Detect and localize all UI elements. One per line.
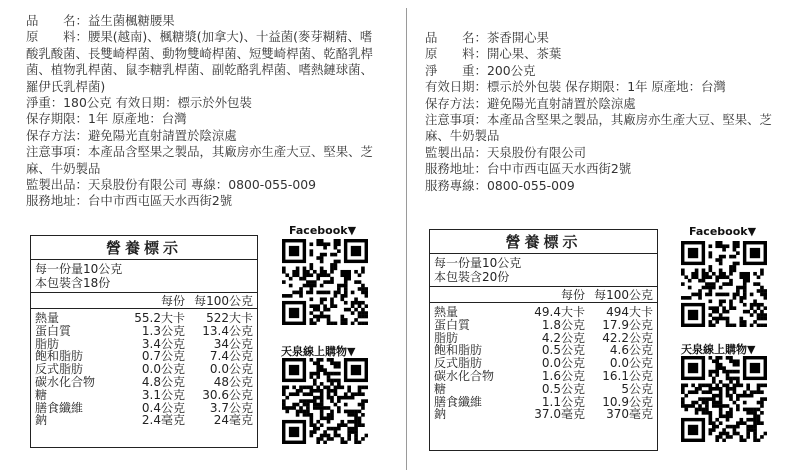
nutrition-header	[31, 292, 257, 309]
nutrition-rows	[430, 303, 657, 421]
info-line: 服務專線：0800-055-009	[425, 177, 575, 193]
nutrient-per-serving: 0.7公克	[141, 349, 185, 364]
nutrient-per-serving: 3.4公克	[141, 336, 185, 351]
nutrient-name: 糖	[434, 381, 447, 396]
info-line: 保存方法：避免陽光直射請置於陰涼處	[26, 127, 237, 143]
servings-per-package: 本包裝含18份	[35, 276, 111, 290]
info-line: 注意事項：本產品含堅果之製品，其廠房亦生產大豆、堅果、芝麻、牛奶製品	[425, 112, 772, 144]
facebook-qr-label: Facebook▼	[689, 225, 757, 238]
nutrition-row	[430, 408, 657, 421]
nutrition-row	[31, 389, 257, 402]
info-line: 原 料：開心果、茶葉	[425, 46, 562, 62]
nutrient-per-100g: 48公克	[213, 374, 253, 389]
nutrient-per-serving: 0.5公克	[541, 343, 585, 358]
col-per-100g: 每100公克	[594, 288, 653, 302]
nutrition-row	[31, 376, 257, 389]
nutrient-name: 熱量	[434, 305, 459, 319]
right-nutrition-table	[429, 229, 658, 451]
nutrient-per-100g: 494大卡	[606, 305, 653, 319]
nutrient-per-100g: 5公克	[621, 381, 653, 396]
nutrient-per-serving: 4.8公克	[141, 374, 185, 389]
info-line: 淨重：180公克 有效日期：標示於外包裝	[26, 95, 252, 111]
nutrition-row	[430, 383, 657, 396]
nutrition-row	[31, 414, 257, 427]
nutrient-per-100g: 4.6公克	[609, 343, 653, 358]
nutrient-per-100g: 370毫克	[606, 407, 653, 422]
panel-divider	[406, 8, 407, 470]
nutrient-per-100g: 522大卡	[206, 311, 253, 325]
nutrient-name: 碳水化合物	[35, 374, 96, 389]
nutrient-per-100g: 3.7公克	[209, 400, 253, 415]
info-line: 淨 重：200公克	[425, 62, 536, 78]
shop-qr-label: 天泉線上購物▼	[681, 343, 756, 356]
nutrient-name: 反式脂肪	[434, 356, 483, 371]
nutrient-per-100g: 0.0公克	[609, 356, 653, 371]
nutrient-per-serving: 1.8公克	[541, 317, 585, 332]
nutrient-name: 蛋白質	[434, 317, 471, 332]
info-line: 監製出品：天泉股份有限公司 專線：0800-055-009	[26, 177, 316, 193]
nutrition-rows	[31, 309, 257, 427]
nutrient-per-serving: 0.0公克	[541, 356, 585, 371]
nutrient-per-100g: 16.1公克	[602, 368, 653, 383]
info-line: 服務地址：台中市西屯區天水西街2號	[425, 161, 632, 177]
nutrient-per-serving: 0.0公克	[141, 362, 185, 377]
nutrition-row	[430, 370, 657, 383]
nutrient-name: 蛋白質	[35, 323, 72, 338]
nutrient-per-serving: 0.4公克	[141, 400, 185, 415]
nutrient-per-serving: 37.0毫克	[534, 407, 585, 422]
nutrition-title: 營養標示	[430, 230, 657, 254]
nutrient-name: 反式脂肪	[35, 362, 84, 377]
nutrient-per-serving: 1.1公克	[541, 394, 585, 409]
nutrient-per-100g: 24毫克	[213, 413, 253, 428]
nutrient-name: 膳食纖維	[35, 400, 84, 415]
nutrient-name: 熱量	[35, 311, 60, 325]
shop-qr-code[interactable]	[282, 358, 368, 444]
nutrient-per-serving: 4.2公克	[541, 330, 585, 345]
left-product-info	[26, 13, 378, 210]
col-per-serving: 每份	[560, 288, 585, 302]
info-line: 服務地址：台中市西屯區天水西街2號	[26, 193, 233, 209]
nutrition-title: 營養標示	[31, 236, 257, 260]
nutrient-per-100g: 17.9公克	[602, 317, 653, 332]
nutrition-header	[430, 286, 657, 303]
nutrient-per-serving: 2.4毫克	[141, 413, 185, 428]
left-nutrition-table	[30, 235, 258, 448]
info-line: 監製出品：天泉股份有限公司	[425, 144, 587, 160]
serving-size: 每一份量10公克	[434, 256, 522, 270]
info-line: 保存期限：1年 原產地：台灣	[26, 111, 187, 127]
right-product-info	[425, 30, 787, 194]
nutrient-per-100g: 10.9公克	[602, 394, 653, 409]
nutrient-per-serving: 0.5公克	[541, 381, 585, 396]
info-line: 注意事項：本產品含堅果之製品，其廠房亦生產大豆、堅果、芝麻、牛奶製品	[26, 144, 373, 176]
nutrient-name: 脂肪	[434, 330, 459, 345]
info-line: 保存方法：避免陽光直射請置於陰涼處	[425, 95, 636, 111]
nutrient-per-100g: 7.4公克	[209, 349, 253, 364]
nutrition-row	[31, 312, 257, 325]
serving-size: 每一份量10公克	[35, 262, 123, 276]
nutrient-per-100g: 13.4公克	[202, 323, 253, 338]
nutrient-per-serving: 1.3公克	[141, 323, 185, 338]
shop-qr-label: 天泉線上購物▼	[281, 345, 356, 358]
servings-per-package: 本包裝含20份	[434, 270, 510, 284]
nutrient-name: 飽和脂肪	[35, 349, 84, 364]
nutrient-per-100g: 0.0公克	[209, 362, 253, 377]
nutrition-row	[430, 306, 657, 319]
nutrition-row	[430, 319, 657, 332]
nutrient-name: 鈉	[434, 407, 447, 422]
nutrient-per-100g: 30.6公克	[202, 387, 253, 402]
nutrient-name: 脂肪	[35, 336, 60, 351]
nutrient-per-serving: 55.2大卡	[134, 311, 185, 325]
info-line: 品 名：茶香開心果	[425, 30, 549, 45]
info-line: 品 名：益生菌楓糖腰果	[26, 13, 175, 28]
nutrient-per-100g: 42.2公克	[602, 330, 653, 345]
nutrition-row	[31, 325, 257, 338]
facebook-qr-code[interactable]	[681, 241, 767, 327]
shop-qr-code[interactable]	[681, 356, 767, 442]
info-line: 原 料：腰果(越南)、楓糖漿(加拿大)、十益菌(麥芽糊精、嗜酸乳酸菌、長雙崎桿菌、動物雙崎桿菌、短雙崎桿菌、乾酪乳桿菌、植物乳桿菌、鼠李糖乳桿菌、副乾酪乳桿菌、嗜熱鏈球菌、羅伊氏乳桿菌)	[26, 29, 373, 94]
nutrient-per-serving: 3.1公克	[141, 387, 185, 402]
nutrient-name: 糖	[35, 387, 48, 402]
info-line: 有效日期：標示於外包裝 保存期限：1年 原產地：台灣	[425, 79, 726, 95]
nutrient-name: 碳水化合物	[434, 368, 495, 383]
facebook-qr-label: Facebook▼	[289, 224, 357, 237]
nutrient-name: 膳食纖維	[434, 394, 483, 409]
nutrient-name: 飽和脂肪	[434, 343, 483, 358]
nutrient-name: 鈉	[35, 413, 48, 428]
nutrient-per-serving: 1.6公克	[541, 368, 585, 383]
col-per-serving: 每份	[160, 294, 185, 308]
nutrient-per-serving: 49.4大卡	[534, 305, 585, 319]
facebook-qr-code[interactable]	[282, 239, 368, 325]
col-per-100g: 每100公克	[194, 294, 253, 308]
nutrient-per-100g: 34公克	[213, 336, 253, 351]
